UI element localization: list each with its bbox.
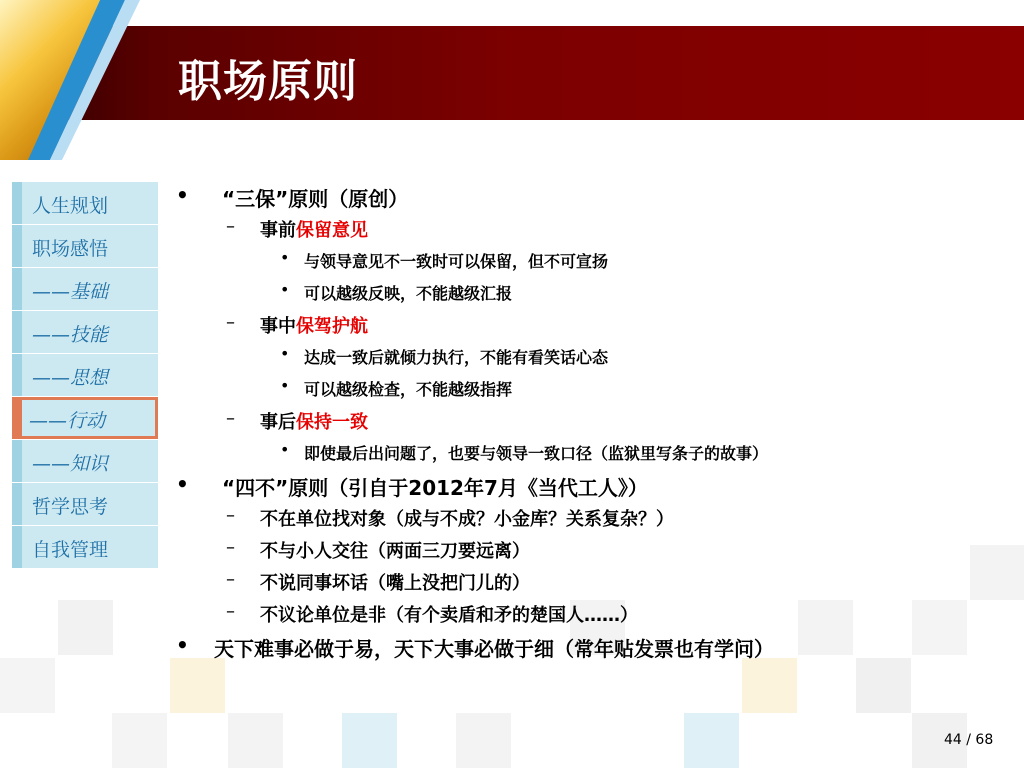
bullet: • xyxy=(176,472,189,496)
bullet-item xyxy=(170,467,1010,500)
bullet: • xyxy=(280,280,290,299)
nav-item-label: 职场感悟 xyxy=(32,238,109,260)
bullet-item xyxy=(170,628,1010,661)
dash: – xyxy=(226,505,235,526)
sub-sub-item xyxy=(170,371,1010,403)
sub-item-text: 不在单位找对象（成与不成？小金库？关系复杂？） xyxy=(260,509,674,530)
bullet-text: “三保”原则（原创） xyxy=(222,187,409,211)
highlight-text: 保驾护航 xyxy=(296,316,368,337)
bullet: • xyxy=(176,633,189,657)
bullet: • xyxy=(280,440,290,459)
bullet: • xyxy=(280,376,290,395)
sub-item-text: 事前保留意见 xyxy=(260,220,368,241)
title-bar xyxy=(0,26,1024,120)
nav-item-basics[interactable] xyxy=(12,268,158,310)
sub-sub-item xyxy=(170,243,1010,275)
nav-item-label: 人生规划 xyxy=(32,195,109,217)
sub-sub-item-text: 与领导意见不一致时可以保留，但不可宣扬 xyxy=(304,252,609,271)
dash: – xyxy=(226,537,235,558)
nav-item-label: ——思想 xyxy=(32,367,109,389)
nav-item-label: ——行动 xyxy=(29,410,106,432)
slide-title: 职场原则 xyxy=(178,56,358,107)
sub-item-text: 不说同事坏话（嘴上没把门儿的） xyxy=(260,573,530,594)
sub-item xyxy=(170,500,1010,532)
bullet-item xyxy=(170,178,1010,211)
sub-item-text: 不与小人交往（两面三刀要远离） xyxy=(260,541,530,562)
sub-item xyxy=(170,307,1010,339)
sub-sub-item xyxy=(170,275,1010,307)
slide-content xyxy=(170,178,1010,661)
sub-item-text: 不议论单位是非（有个卖盾和矛的楚国人……） xyxy=(260,605,638,626)
sub-sub-item-text: 可以越级反映，不能越级汇报 xyxy=(304,284,513,303)
sub-sub-item-text: 可以越级检查，不能越级指挥 xyxy=(304,380,513,399)
sub-item-text: 事中保驾护航 xyxy=(260,316,368,337)
sub-item-text: 事后保持一致 xyxy=(260,412,368,433)
bullet-text: “四不”原则（引自于2012年7月《当代工人》） xyxy=(222,476,648,500)
bullet: • xyxy=(280,248,290,267)
sub-item xyxy=(170,532,1010,564)
dash: – xyxy=(226,216,235,237)
sub-item xyxy=(170,596,1010,628)
highlight-text: 保持一致 xyxy=(296,412,368,433)
nav-item-action[interactable] xyxy=(12,397,158,439)
page-number: 44 / 68 xyxy=(944,732,994,748)
sub-sub-item-text: 即使最后出问题了，也要与领导一致口径（监狱里写条子的故事） xyxy=(304,444,769,463)
nav-item-workplace-insights[interactable] xyxy=(12,225,158,267)
dash: – xyxy=(226,408,235,429)
bullet: • xyxy=(176,183,189,207)
sub-item xyxy=(170,403,1010,435)
nav-item-skills[interactable] xyxy=(12,311,158,353)
dash: – xyxy=(226,569,235,590)
sub-item xyxy=(170,211,1010,243)
sub-sub-item xyxy=(170,339,1010,371)
nav-item-label: 自我管理 xyxy=(32,539,109,561)
side-navigation xyxy=(12,182,158,569)
nav-item-label: ——基础 xyxy=(32,281,109,303)
nav-item-label: ——技能 xyxy=(32,324,109,346)
nav-item-thinking[interactable] xyxy=(12,354,158,396)
sub-item xyxy=(170,564,1010,596)
nav-item-self-management[interactable] xyxy=(12,526,158,568)
dash: – xyxy=(226,601,235,622)
nav-item-knowledge[interactable] xyxy=(12,440,158,482)
sub-sub-item-text: 达成一致后就倾力执行，不能有看笑话心态 xyxy=(304,348,609,367)
bullet-text: 天下难事必做于易，天下大事必做于细（常年贴发票也有学问） xyxy=(214,637,774,661)
gold-bars-image xyxy=(0,0,150,160)
sub-sub-item xyxy=(170,435,1010,467)
highlight-text: 保留意见 xyxy=(296,220,368,241)
nav-item-philosophy[interactable] xyxy=(12,483,158,525)
nav-item-label: 哲学思考 xyxy=(32,496,109,518)
dash: – xyxy=(226,312,235,333)
nav-item-label: ——知识 xyxy=(32,453,109,475)
nav-item-life-planning[interactable] xyxy=(12,182,158,224)
bullet: • xyxy=(280,344,290,363)
